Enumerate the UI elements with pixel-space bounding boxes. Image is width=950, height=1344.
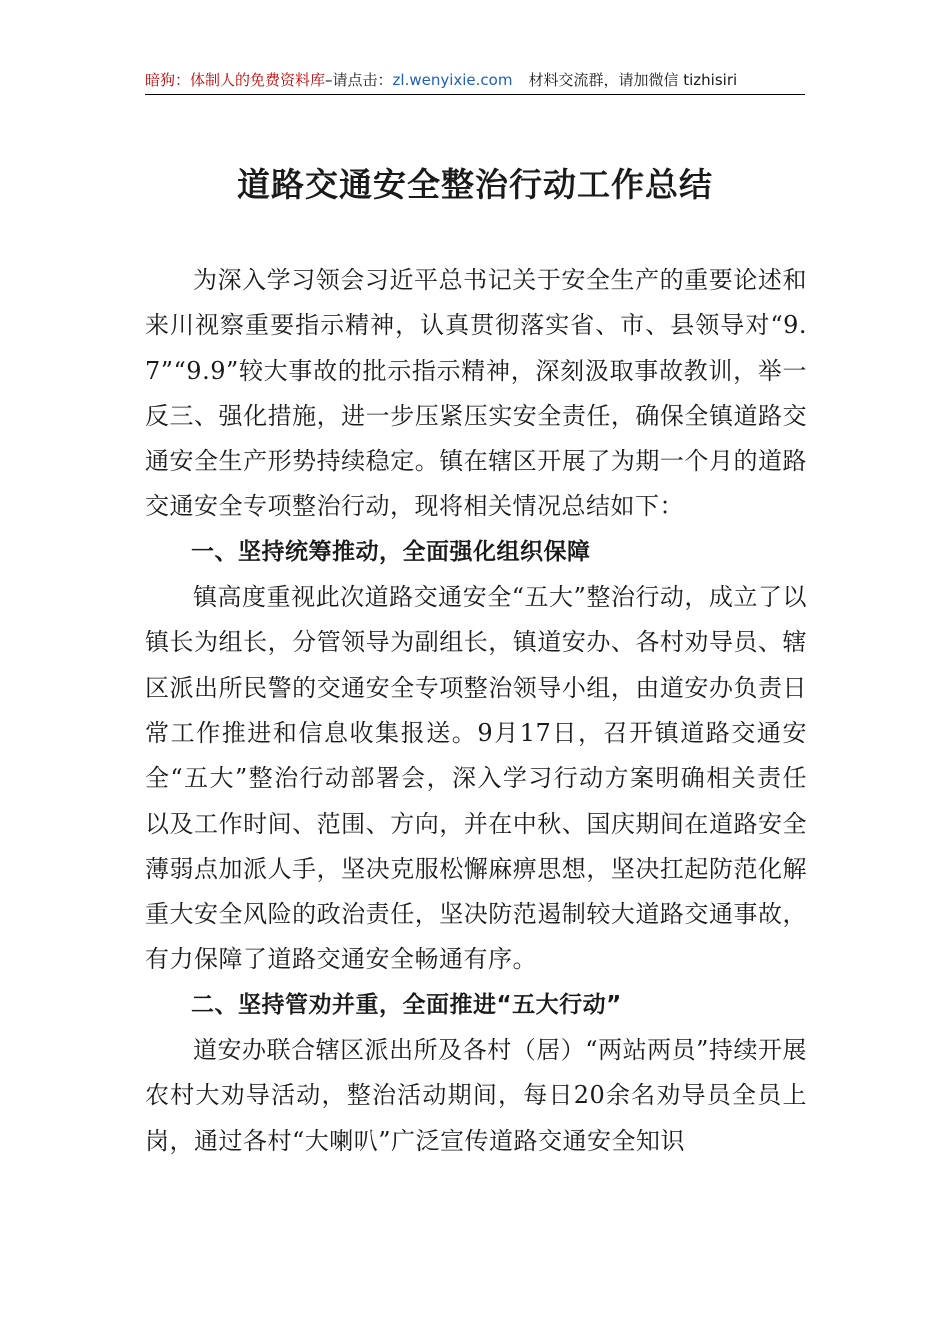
header-divider	[145, 94, 805, 95]
section-2-paragraph: 道安办联合辖区派出所及各村（居）“两站两员”持续开展农村大劝导活动，整治活动期间，每日20余名劝导员全员上岗，通过各村“大喇叭”广泛宣传道路交通安全知识	[145, 1036, 807, 1155]
page-header	[145, 66, 805, 94]
section-heading-2: 二、坚持管劝并重，全面推进“五大行动”	[191, 991, 622, 1018]
header-brand: 暗狗：体制人的免费资料库	[145, 71, 326, 89]
section-heading-1: 一、坚持统筹推动，全面强化组织保障	[191, 538, 591, 565]
section-1-paragraph: 镇高度重视此次道路交通安全“五大”整治行动，成立了以镇长为组长，分管领导为副组长，镇道安办、各村劝导员、辖区派出所民警的交通安全专项整治领导小组，由道安办负责日常工作推进和信息收集报送。9月17日，召开镇道路交通安全“五大”整治行动部署会，深入学习行动方案明确相关责任以及工作时间、范围、方向，并在中秋、国庆期间在道路安全薄弱点加派人手，坚决克服松懈麻痹思想，坚决扛起防范化解重大安全风险的政治责任，坚决防范遏制较大道路交通事故，有力保障了道路交通安全畅通有序。	[145, 583, 807, 974]
header-group-info: 材料交流群，请加微信 tizhisiri	[528, 71, 738, 89]
header-prompt: –请点击：	[325, 71, 393, 89]
document-title: 道路交通安全整治行动工作总结	[237, 165, 713, 204]
document-body	[145, 258, 807, 1164]
header-link[interactable]: zl.wenyixie.com	[392, 71, 513, 89]
intro-paragraph: 为深入学习领会习近平总书记关于安全生产的重要论述和来川视察重要指示精神，认真贯彻落实省、市、县领导对“9.7”“9.9”较大事故的批示指示精神，深刻汲取事故教训，举一反三、强化措施，进一步压紧压实安全责任，确保全镇道路交通安全生产形势持续稳定。镇在辖区开展了为期一个月的道路交通安全专项整治行动，现将相关情况总结如下：	[145, 266, 807, 521]
